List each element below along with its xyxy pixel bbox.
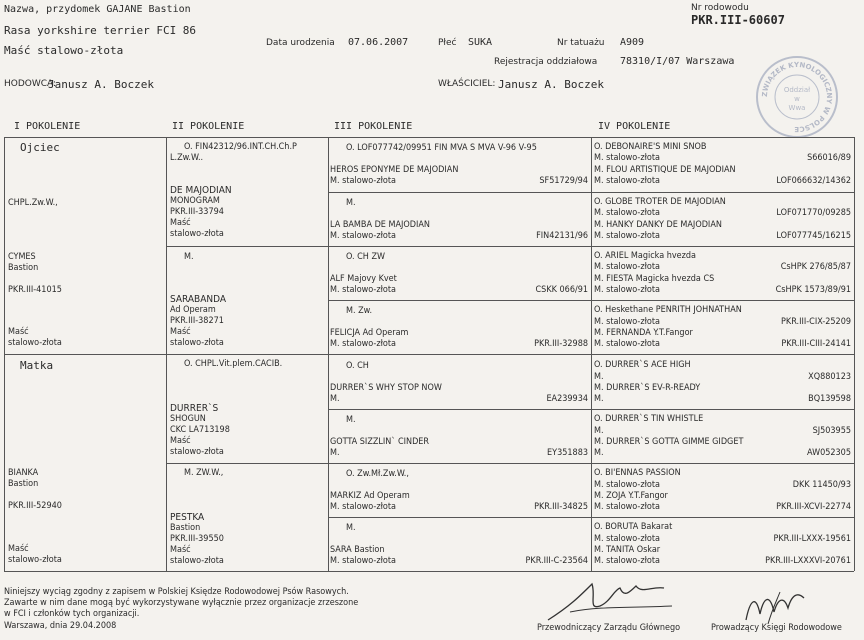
gen3-title: M. Zw. <box>346 306 373 316</box>
pedigree-label: Nr rodowodu <box>691 3 749 13</box>
signature-2-icon <box>740 584 810 628</box>
gen4-dam-color: M. <box>594 394 604 404</box>
gen4-dam-color: M. stalowo-złota <box>594 339 660 349</box>
mother-color: stalowo-złota <box>8 555 62 565</box>
gen4-dam: M. HANKY DANKY DE MAJODIAN <box>594 220 722 230</box>
gen4-sire-reg: DKK 11450/93 <box>792 480 851 490</box>
gen4-dam-color: M. stalowo-złota <box>594 556 660 566</box>
gen4-sire-color: M. stalowo-złota <box>594 534 660 544</box>
gen4-sire: O. GLOBE TROTER DE MAJODIAN <box>594 197 726 207</box>
stamp-ring-icon <box>758 58 836 136</box>
gen2-title: O. FIN42312/96.INT.CH.Ch.P <box>184 142 297 152</box>
gen3-reg: EY351883 <box>547 448 588 458</box>
gen2-name: SARABANDA <box>170 294 227 305</box>
footer-place-date: Warszawa, dnia 29.04.2008 <box>4 621 117 631</box>
gen2-reg: PKR.III-38271 <box>170 316 224 326</box>
gen3-name: MARKIZ Ad Operam <box>330 491 410 501</box>
tattoo-value: A909 <box>620 37 645 48</box>
gen4-dam: M. DURRER`S EV-R-READY <box>594 383 701 393</box>
gen3-name: FELICJA Ad Operam <box>330 328 409 338</box>
gen4-dam-color: M. <box>594 448 604 458</box>
gen4-dam-reg: LOF077745/16215 <box>776 231 851 241</box>
gen4-sire-reg: S66016/89 <box>807 153 851 163</box>
gen2-reg: PKR.III-33794 <box>170 207 224 217</box>
gen3-title: M. <box>346 523 356 533</box>
gen3-reg: PKR.III-C-23564 <box>525 556 588 566</box>
dog-name: Nazwa, przydomek GAJANE Bastion <box>4 4 191 15</box>
gen3-name: HEROS EPONYME DE MAJODIAN <box>330 165 459 175</box>
gen3-reg: EA239934 <box>546 394 588 404</box>
gen2-name-cont: MONOGRAM <box>170 196 220 206</box>
gen2-name-cont: SHOGUN <box>170 414 206 424</box>
gen4-dam: M. ZOJA Y.T.Fangor <box>594 491 668 501</box>
breeder-label: HODOWCA: <box>4 79 57 89</box>
gen4-sire: O. DEBONAIRE'S MINI SNOB <box>594 142 707 152</box>
gen2-color-label: Maść <box>170 436 191 446</box>
gen3-name: GOTTA SIZZLIN` CINDER <box>330 437 430 447</box>
gen2-color-label: Maść <box>170 218 191 228</box>
gen3-color: M. stalowo-złota <box>330 176 396 186</box>
gen2-header: II POKOLENIE <box>172 121 245 132</box>
gen4-sire-color: M. stalowo-złota <box>594 480 660 490</box>
gen4-sire-reg: XQ880123 <box>808 372 851 382</box>
gen4-sire: O. BORUTA Bakarat <box>594 522 673 532</box>
gen4-dam-reg: LOF066632/14362 <box>776 176 851 186</box>
gen2-color: stalowo-złota <box>170 229 224 239</box>
gen3-name: LA BAMBA DE MAJODIAN <box>330 220 430 230</box>
footer-line-3: w FCI i członków tych organizacji. <box>4 609 140 619</box>
father-title: CHPL.Zw.W., <box>8 198 58 208</box>
gen4-dam: M. FLOU ARTISTIQUE DE MAJODIAN <box>594 165 736 175</box>
dog-color: Maść stalowo-złota <box>4 44 124 57</box>
gen3-color: M. stalowo-złota <box>330 556 396 566</box>
gen3-title: O. CH <box>346 361 369 371</box>
gen3-name: SARA Bastion <box>330 545 385 555</box>
stamp-center-line2: w <box>794 95 800 103</box>
gen4-dam-color: M. stalowo-złota <box>594 176 660 186</box>
gen4-sire: O. ARIEL Magicka hvezda <box>594 251 697 261</box>
father-name-kennel: Bastion <box>8 263 39 273</box>
gen4-sire-reg: CsHPK 276/85/87 <box>780 262 851 272</box>
gen3-title: O. CH ZW <box>346 252 386 262</box>
dob-value: 07.06.2007 <box>348 37 409 48</box>
gen2-name: PESTKA <box>170 512 205 523</box>
gen3-reg: PKR.III-32988 <box>534 339 588 349</box>
gen2-color: stalowo-złota <box>170 447 224 457</box>
father-color: stalowo-złota <box>8 338 62 348</box>
footer-line-2: Zawarte w nim dane mogą być wykorzystywane wyłącznie przez organizacje zrzeszone <box>4 598 359 608</box>
gen4-sire-color: M. <box>594 372 604 382</box>
gen3-reg: SF51729/94 <box>539 176 588 186</box>
father-name: CYMES <box>8 252 36 262</box>
gen4-dam: M. FIESTA Magicka hvezda CS <box>594 274 715 284</box>
mother-reg: PKR.III-52940 <box>8 501 62 511</box>
gen4-sire: O. DURRER`S TIN WHISTLE <box>594 414 704 424</box>
gen4-dam-color: M. stalowo-złota <box>594 285 660 295</box>
gen3-title: O. LOF077742/09951 FIN MVA S MVA V-96 V-95 <box>346 143 537 153</box>
office-stamp <box>756 56 838 138</box>
gen3-reg: PKR.III-34825 <box>534 502 588 512</box>
gen4-dam: M. FERNANDA Y.T.Fangor <box>594 328 693 338</box>
gen3-title: O. Zw.Mł.Zw.W., <box>346 469 409 479</box>
mother-name-kennel: Bastion <box>8 479 39 489</box>
mother-name: BIANKA <box>8 468 39 478</box>
gen2-color: stalowo-złota <box>170 556 224 566</box>
gen4-sire-color: M. stalowo-złota <box>594 208 660 218</box>
gen4-sire: O. Heskethane PENRITH JOHNATHAN <box>594 305 742 315</box>
gen4-sire-color: M. stalowo-złota <box>594 153 660 163</box>
gen2-name-cont: Ad Operam <box>170 305 216 315</box>
gen4-dam: M. DURRER`S GOTTA GIMME GIDGET <box>594 437 744 447</box>
stamp-center-line1: Oddział <box>783 86 811 94</box>
gen4-dam-color: M. stalowo-złota <box>594 231 660 241</box>
gen4-sire: O. BI'ENNAS PASSION <box>594 468 681 478</box>
gen3-name: ALF Majovy Kvet <box>330 274 397 284</box>
father-color-label: Maść <box>8 327 29 337</box>
gen4-dam-color: M. stalowo-złota <box>594 502 660 512</box>
gen2-color-label: Maść <box>170 327 191 337</box>
gen4-dam: M. TANITA Oskar <box>594 545 661 555</box>
signature-1-icon <box>540 576 690 626</box>
gen3-color: M. <box>330 448 340 458</box>
gen2-title: M. ZW.W., <box>184 468 224 478</box>
gen4-sire-reg: SJ503955 <box>812 426 851 436</box>
gen3-color: M. stalowo-złota <box>330 231 396 241</box>
gen2-title-cont: L.Zw.W.. <box>170 153 204 163</box>
gen2-color: stalowo-złota <box>170 338 224 348</box>
gen2-name: DE MAJODIAN <box>170 185 232 196</box>
dog-breed: Rasa yorkshire terrier FCI 86 <box>4 24 197 37</box>
dob-label: Data urodzenia <box>266 38 335 48</box>
gen3-reg: CSKK 066/91 <box>535 285 588 295</box>
breeder-value: Janusz A. Boczek <box>48 78 154 91</box>
gen4-dam-reg: CsHPK 1573/89/91 <box>775 285 851 295</box>
gen4-sire-reg: PKR.III-CIX-25209 <box>781 317 851 327</box>
gen4-sire-reg: LOF071770/09285 <box>776 208 851 218</box>
sex-label: Płeć <box>438 38 457 48</box>
gen4-sire-color: M. <box>594 426 604 436</box>
gen3-color: M. stalowo-złota <box>330 502 396 512</box>
gen3-name: DURRER`S WHY STOP NOW <box>330 383 442 393</box>
gen3-title: M. <box>346 198 356 208</box>
mother-label: Matka <box>20 359 54 372</box>
sex-value: SUKA <box>468 37 493 48</box>
owner-value: Janusz A. Boczek <box>498 78 604 91</box>
gen1-header: I POKOLENIE <box>14 121 81 132</box>
gen2-name: DURRER`S <box>170 403 219 414</box>
gen4-dam-reg: BQ139598 <box>808 394 851 404</box>
gen2-name-cont: Bastion <box>170 523 201 533</box>
signature-1-caption: Przewodniczący Zarządu Głównego <box>537 623 681 633</box>
gen2-color-label: Maść <box>170 545 191 555</box>
stamp-center-line3: Wwa <box>788 104 806 112</box>
owner-label: WŁAŚCICIEL: <box>438 79 496 89</box>
gen2-title: O. CHPL.Vit.plem.CACIB. <box>184 359 283 369</box>
gen4-dam-reg: AW052305 <box>807 448 851 458</box>
gen4-header: IV POKOLENIE <box>598 121 671 132</box>
registration-value: 78310/I/07 Warszawa <box>620 56 735 67</box>
gen4-sire: O. DURRER`S ACE HIGH <box>594 360 691 370</box>
gen2-reg: CKC LA713198 <box>170 425 230 435</box>
father-label: Ojciec <box>20 141 60 154</box>
gen3-reg: FIN42131/96 <box>536 231 588 241</box>
gen3-header: III POKOLENIE <box>334 121 413 132</box>
gen4-sire-color: M. stalowo-złota <box>594 262 660 272</box>
footer-line-1: Niniejszy wyciąg zgodny z zapisem w Polskiej Księdze Rodowodowej Psów Rasowych. <box>4 587 349 597</box>
father-reg: PKR.III-41015 <box>8 285 62 295</box>
gen4-sire-color: M. stalowo-złota <box>594 317 660 327</box>
tattoo-label: Nr tatuażu <box>557 38 605 48</box>
gen4-dam-reg: PKR.III-XCVI-22774 <box>776 502 851 512</box>
signature-2-caption: Prowadzący Księgi Rodowodowe <box>711 623 842 633</box>
gen3-color: M. stalowo-złota <box>330 339 396 349</box>
gen2-reg: PKR.III-39550 <box>170 534 224 544</box>
mother-color-label: Maść <box>8 544 29 554</box>
pedigree-number: PKR.III-60607 <box>691 13 785 27</box>
gen4-dam-reg: PKR.III-LXXXVI-20761 <box>765 556 851 566</box>
gen3-color: M. stalowo-złota <box>330 285 396 295</box>
registration-label: Rejestracja oddziałowa <box>494 57 598 67</box>
gen3-color: M. <box>330 394 340 404</box>
gen4-dam-reg: PKR.III-CIII-24141 <box>781 339 851 349</box>
stamp-ring-text: ZWIĄZEK KYNOLOGICZNY W POLSCE <box>760 60 834 134</box>
gen4-sire-reg: PKR.III-LXXX-19561 <box>773 534 851 544</box>
gen3-title: M. <box>346 415 356 425</box>
gen2-title: M. <box>184 252 194 262</box>
